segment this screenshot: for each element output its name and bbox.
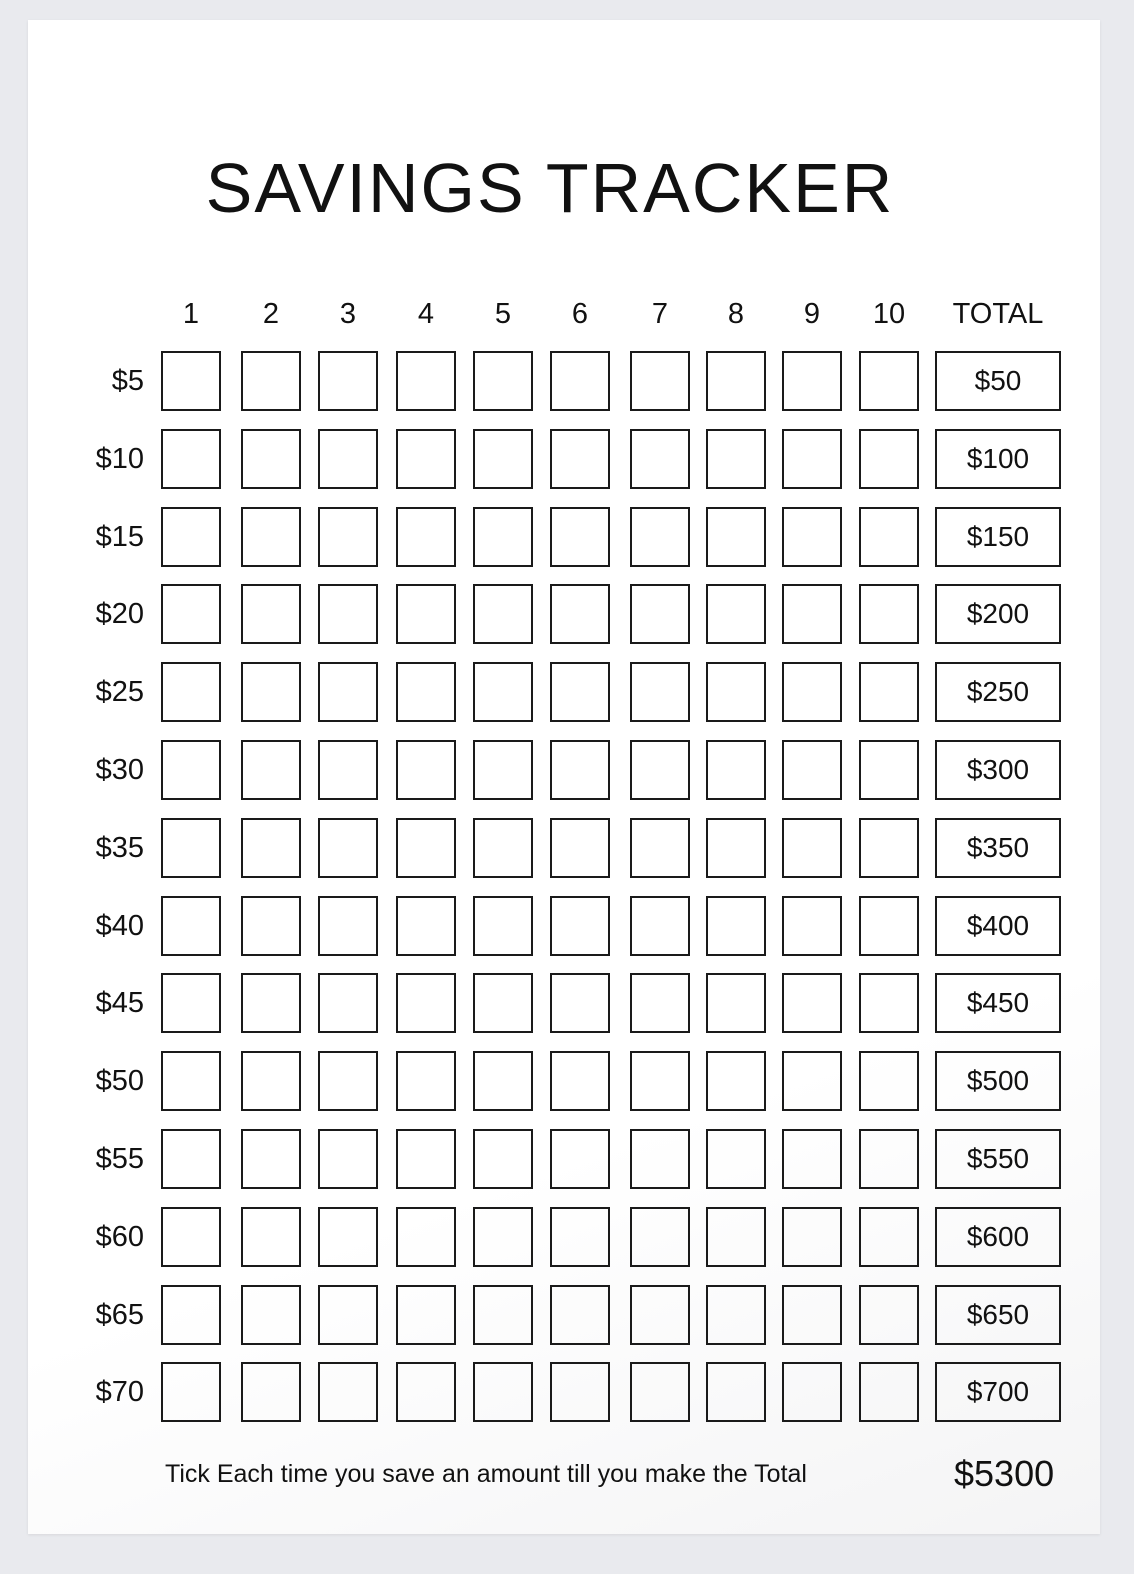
tick-checkbox[interactable] bbox=[241, 662, 301, 722]
tick-checkbox[interactable] bbox=[241, 740, 301, 800]
column-header: 9 bbox=[803, 298, 821, 330]
row-total-box: $50 bbox=[935, 351, 1061, 411]
tick-checkbox[interactable] bbox=[161, 584, 221, 644]
row-amount-label: $65 bbox=[95, 1299, 144, 1331]
tick-checkbox[interactable] bbox=[241, 973, 301, 1033]
column-header: 4 bbox=[417, 298, 435, 330]
tick-checkbox[interactable] bbox=[396, 1285, 456, 1345]
row-total-box: $600 bbox=[935, 1207, 1061, 1267]
tick-checkbox[interactable] bbox=[706, 1207, 766, 1267]
tick-checkbox[interactable] bbox=[473, 662, 533, 722]
tick-checkbox[interactable] bbox=[706, 584, 766, 644]
tick-checkbox[interactable] bbox=[473, 1207, 533, 1267]
row-amount-label: $15 bbox=[95, 521, 144, 553]
tick-checkbox[interactable] bbox=[859, 1285, 919, 1345]
tick-checkbox[interactable] bbox=[318, 1207, 378, 1267]
row-total-box: $550 bbox=[935, 1129, 1061, 1189]
tick-checkbox[interactable] bbox=[782, 584, 842, 644]
tick-checkbox[interactable] bbox=[318, 351, 378, 411]
row-total-box: $700 bbox=[935, 1362, 1061, 1422]
tick-checkbox[interactable] bbox=[318, 429, 378, 489]
tick-checkbox[interactable] bbox=[859, 1362, 919, 1422]
row-amount-label: $50 bbox=[95, 1065, 144, 1097]
tick-checkbox[interactable] bbox=[859, 1051, 919, 1111]
tick-checkbox[interactable] bbox=[161, 973, 221, 1033]
tick-checkbox[interactable] bbox=[859, 818, 919, 878]
tick-checkbox[interactable] bbox=[241, 584, 301, 644]
column-header: 3 bbox=[339, 298, 357, 330]
tick-checkbox[interactable] bbox=[630, 507, 690, 567]
tick-checkbox[interactable] bbox=[550, 818, 610, 878]
tick-checkbox[interactable] bbox=[782, 1285, 842, 1345]
tick-checkbox[interactable] bbox=[396, 507, 456, 567]
tick-checkbox[interactable] bbox=[630, 1051, 690, 1111]
tick-checkbox[interactable] bbox=[782, 740, 842, 800]
grand-total: $5300 bbox=[954, 1453, 1055, 1494]
tick-checkbox[interactable] bbox=[782, 1051, 842, 1111]
tick-checkbox[interactable] bbox=[161, 1362, 221, 1422]
tick-checkbox[interactable] bbox=[473, 351, 533, 411]
tick-checkbox[interactable] bbox=[396, 429, 456, 489]
tick-checkbox[interactable] bbox=[782, 1207, 842, 1267]
tick-checkbox[interactable] bbox=[318, 1129, 378, 1189]
tick-checkbox[interactable] bbox=[241, 818, 301, 878]
row-amount-label: $10 bbox=[95, 443, 144, 475]
footer-note: Tick Each time you save an amount till you make the Total bbox=[165, 1460, 807, 1488]
column-header: 10 bbox=[872, 298, 906, 330]
tick-checkbox[interactable] bbox=[706, 351, 766, 411]
tick-checkbox[interactable] bbox=[473, 1129, 533, 1189]
page-title: SAVINGS TRACKER bbox=[205, 149, 895, 227]
tick-checkbox[interactable] bbox=[630, 1285, 690, 1345]
tick-checkbox[interactable] bbox=[318, 1285, 378, 1345]
tick-checkbox[interactable] bbox=[161, 740, 221, 800]
tick-checkbox[interactable] bbox=[550, 896, 610, 956]
tick-checkbox[interactable] bbox=[782, 1362, 842, 1422]
tick-checkbox[interactable] bbox=[706, 1362, 766, 1422]
tick-checkbox[interactable] bbox=[473, 429, 533, 489]
tick-checkbox[interactable] bbox=[161, 896, 221, 956]
row-total-box: $650 bbox=[935, 1285, 1061, 1345]
tick-checkbox[interactable] bbox=[161, 662, 221, 722]
tick-checkbox[interactable] bbox=[241, 351, 301, 411]
tick-checkbox[interactable] bbox=[396, 662, 456, 722]
tick-checkbox[interactable] bbox=[318, 1051, 378, 1111]
tick-checkbox[interactable] bbox=[859, 973, 919, 1033]
tick-checkbox[interactable] bbox=[318, 818, 378, 878]
tick-checkbox[interactable] bbox=[859, 1207, 919, 1267]
tick-checkbox[interactable] bbox=[706, 662, 766, 722]
tick-checkbox[interactable] bbox=[630, 662, 690, 722]
tick-checkbox[interactable] bbox=[550, 973, 610, 1033]
tick-checkbox[interactable] bbox=[550, 740, 610, 800]
row-amount-label: $5 bbox=[111, 365, 144, 397]
tick-checkbox[interactable] bbox=[859, 584, 919, 644]
column-header: 1 bbox=[182, 298, 200, 330]
tick-checkbox[interactable] bbox=[473, 507, 533, 567]
tick-checkbox[interactable] bbox=[706, 818, 766, 878]
tick-checkbox[interactable] bbox=[396, 818, 456, 878]
tick-checkbox[interactable] bbox=[161, 351, 221, 411]
column-header: 7 bbox=[651, 298, 669, 330]
tick-checkbox[interactable] bbox=[550, 351, 610, 411]
tick-checkbox[interactable] bbox=[859, 351, 919, 411]
row-amount-label: $60 bbox=[95, 1221, 144, 1253]
row-total-box: $350 bbox=[935, 818, 1061, 878]
column-header: 8 bbox=[727, 298, 745, 330]
tick-checkbox[interactable] bbox=[782, 973, 842, 1033]
tick-checkbox[interactable] bbox=[550, 1285, 610, 1345]
tick-checkbox[interactable] bbox=[241, 1285, 301, 1345]
tick-checkbox[interactable] bbox=[630, 973, 690, 1033]
tick-checkbox[interactable] bbox=[782, 896, 842, 956]
tick-checkbox[interactable] bbox=[630, 351, 690, 411]
tick-checkbox[interactable] bbox=[396, 896, 456, 956]
tick-checkbox[interactable] bbox=[630, 740, 690, 800]
tick-checkbox[interactable] bbox=[550, 584, 610, 644]
tick-checkbox[interactable] bbox=[241, 896, 301, 956]
tick-checkbox[interactable] bbox=[706, 507, 766, 567]
tick-checkbox[interactable] bbox=[550, 1129, 610, 1189]
row-amount-label: $70 bbox=[95, 1376, 144, 1408]
tick-checkbox[interactable] bbox=[241, 1362, 301, 1422]
row-total-box: $400 bbox=[935, 896, 1061, 956]
tick-checkbox[interactable] bbox=[473, 584, 533, 644]
tick-checkbox[interactable] bbox=[396, 351, 456, 411]
tick-checkbox[interactable] bbox=[241, 1207, 301, 1267]
tick-checkbox[interactable] bbox=[161, 507, 221, 567]
tick-checkbox[interactable] bbox=[396, 1129, 456, 1189]
row-total-box: $300 bbox=[935, 740, 1061, 800]
tick-checkbox[interactable] bbox=[161, 1207, 221, 1267]
row-total-box: $200 bbox=[935, 584, 1061, 644]
row-total-box: $100 bbox=[935, 429, 1061, 489]
column-header: 6 bbox=[571, 298, 589, 330]
row-amount-label: $40 bbox=[95, 910, 144, 942]
tick-checkbox[interactable] bbox=[473, 973, 533, 1033]
tick-checkbox[interactable] bbox=[706, 1129, 766, 1189]
tick-checkbox[interactable] bbox=[859, 896, 919, 956]
tick-checkbox[interactable] bbox=[782, 429, 842, 489]
tick-checkbox[interactable] bbox=[550, 1362, 610, 1422]
tick-checkbox[interactable] bbox=[706, 1285, 766, 1345]
tick-checkbox[interactable] bbox=[859, 740, 919, 800]
row-amount-label: $25 bbox=[95, 676, 144, 708]
tick-checkbox[interactable] bbox=[630, 584, 690, 644]
tick-checkbox[interactable] bbox=[241, 1129, 301, 1189]
tick-checkbox[interactable] bbox=[859, 507, 919, 567]
tick-checkbox[interactable] bbox=[706, 1051, 766, 1111]
tick-checkbox[interactable] bbox=[706, 896, 766, 956]
tick-checkbox[interactable] bbox=[782, 1129, 842, 1189]
row-total-box: $450 bbox=[935, 973, 1061, 1033]
row-total-box: $250 bbox=[935, 662, 1061, 722]
tick-checkbox[interactable] bbox=[859, 662, 919, 722]
tick-checkbox[interactable] bbox=[161, 429, 221, 489]
tick-checkbox[interactable] bbox=[550, 662, 610, 722]
tick-checkbox[interactable] bbox=[473, 1051, 533, 1111]
row-amount-label: $20 bbox=[95, 598, 144, 630]
tick-checkbox[interactable] bbox=[473, 896, 533, 956]
tick-checkbox[interactable] bbox=[318, 896, 378, 956]
tick-checkbox[interactable] bbox=[396, 1051, 456, 1111]
row-total-box: $500 bbox=[935, 1051, 1061, 1111]
row-amount-label: $45 bbox=[95, 987, 144, 1019]
tick-checkbox[interactable] bbox=[630, 818, 690, 878]
tick-checkbox[interactable] bbox=[318, 507, 378, 567]
tick-checkbox[interactable] bbox=[550, 507, 610, 567]
tick-checkbox[interactable] bbox=[473, 818, 533, 878]
tick-checkbox[interactable] bbox=[396, 973, 456, 1033]
tick-checkbox[interactable] bbox=[782, 662, 842, 722]
tick-checkbox[interactable] bbox=[473, 1362, 533, 1422]
tick-checkbox[interactable] bbox=[859, 429, 919, 489]
tick-checkbox[interactable] bbox=[161, 1051, 221, 1111]
tick-checkbox[interactable] bbox=[550, 1051, 610, 1111]
tick-checkbox[interactable] bbox=[396, 740, 456, 800]
tick-checkbox[interactable] bbox=[630, 896, 690, 956]
tick-checkbox[interactable] bbox=[396, 1207, 456, 1267]
row-total-box: $150 bbox=[935, 507, 1061, 567]
tick-checkbox[interactable] bbox=[318, 1362, 378, 1422]
tick-checkbox[interactable] bbox=[550, 1207, 610, 1267]
tick-checkbox[interactable] bbox=[396, 1362, 456, 1422]
tick-checkbox[interactable] bbox=[859, 1129, 919, 1189]
total-column-header: TOTAL bbox=[952, 298, 1044, 330]
tick-checkbox[interactable] bbox=[630, 1362, 690, 1422]
tick-checkbox[interactable] bbox=[630, 1129, 690, 1189]
tick-checkbox[interactable] bbox=[473, 740, 533, 800]
tick-checkbox[interactable] bbox=[706, 429, 766, 489]
tick-checkbox[interactable] bbox=[241, 1051, 301, 1111]
tick-checkbox[interactable] bbox=[782, 351, 842, 411]
tick-checkbox[interactable] bbox=[630, 429, 690, 489]
tick-checkbox[interactable] bbox=[241, 429, 301, 489]
tick-checkbox[interactable] bbox=[630, 1207, 690, 1267]
column-header: 2 bbox=[262, 298, 280, 330]
row-amount-label: $35 bbox=[95, 832, 144, 864]
tick-checkbox[interactable] bbox=[161, 1285, 221, 1345]
tick-checkbox[interactable] bbox=[782, 507, 842, 567]
column-header: 5 bbox=[494, 298, 512, 330]
tick-checkbox[interactable] bbox=[161, 1129, 221, 1189]
tick-checkbox[interactable] bbox=[706, 973, 766, 1033]
tick-checkbox[interactable] bbox=[706, 740, 766, 800]
tick-checkbox[interactable] bbox=[318, 584, 378, 644]
row-amount-label: $30 bbox=[95, 754, 144, 786]
tick-checkbox[interactable] bbox=[396, 584, 456, 644]
tick-checkbox[interactable] bbox=[318, 662, 378, 722]
tick-checkbox[interactable] bbox=[550, 429, 610, 489]
tick-checkbox[interactable] bbox=[473, 1285, 533, 1345]
tick-checkbox[interactable] bbox=[161, 818, 221, 878]
tick-checkbox[interactable] bbox=[318, 740, 378, 800]
tick-checkbox[interactable] bbox=[241, 507, 301, 567]
tick-checkbox[interactable] bbox=[782, 818, 842, 878]
row-amount-label: $55 bbox=[95, 1143, 144, 1175]
tick-checkbox[interactable] bbox=[318, 973, 378, 1033]
